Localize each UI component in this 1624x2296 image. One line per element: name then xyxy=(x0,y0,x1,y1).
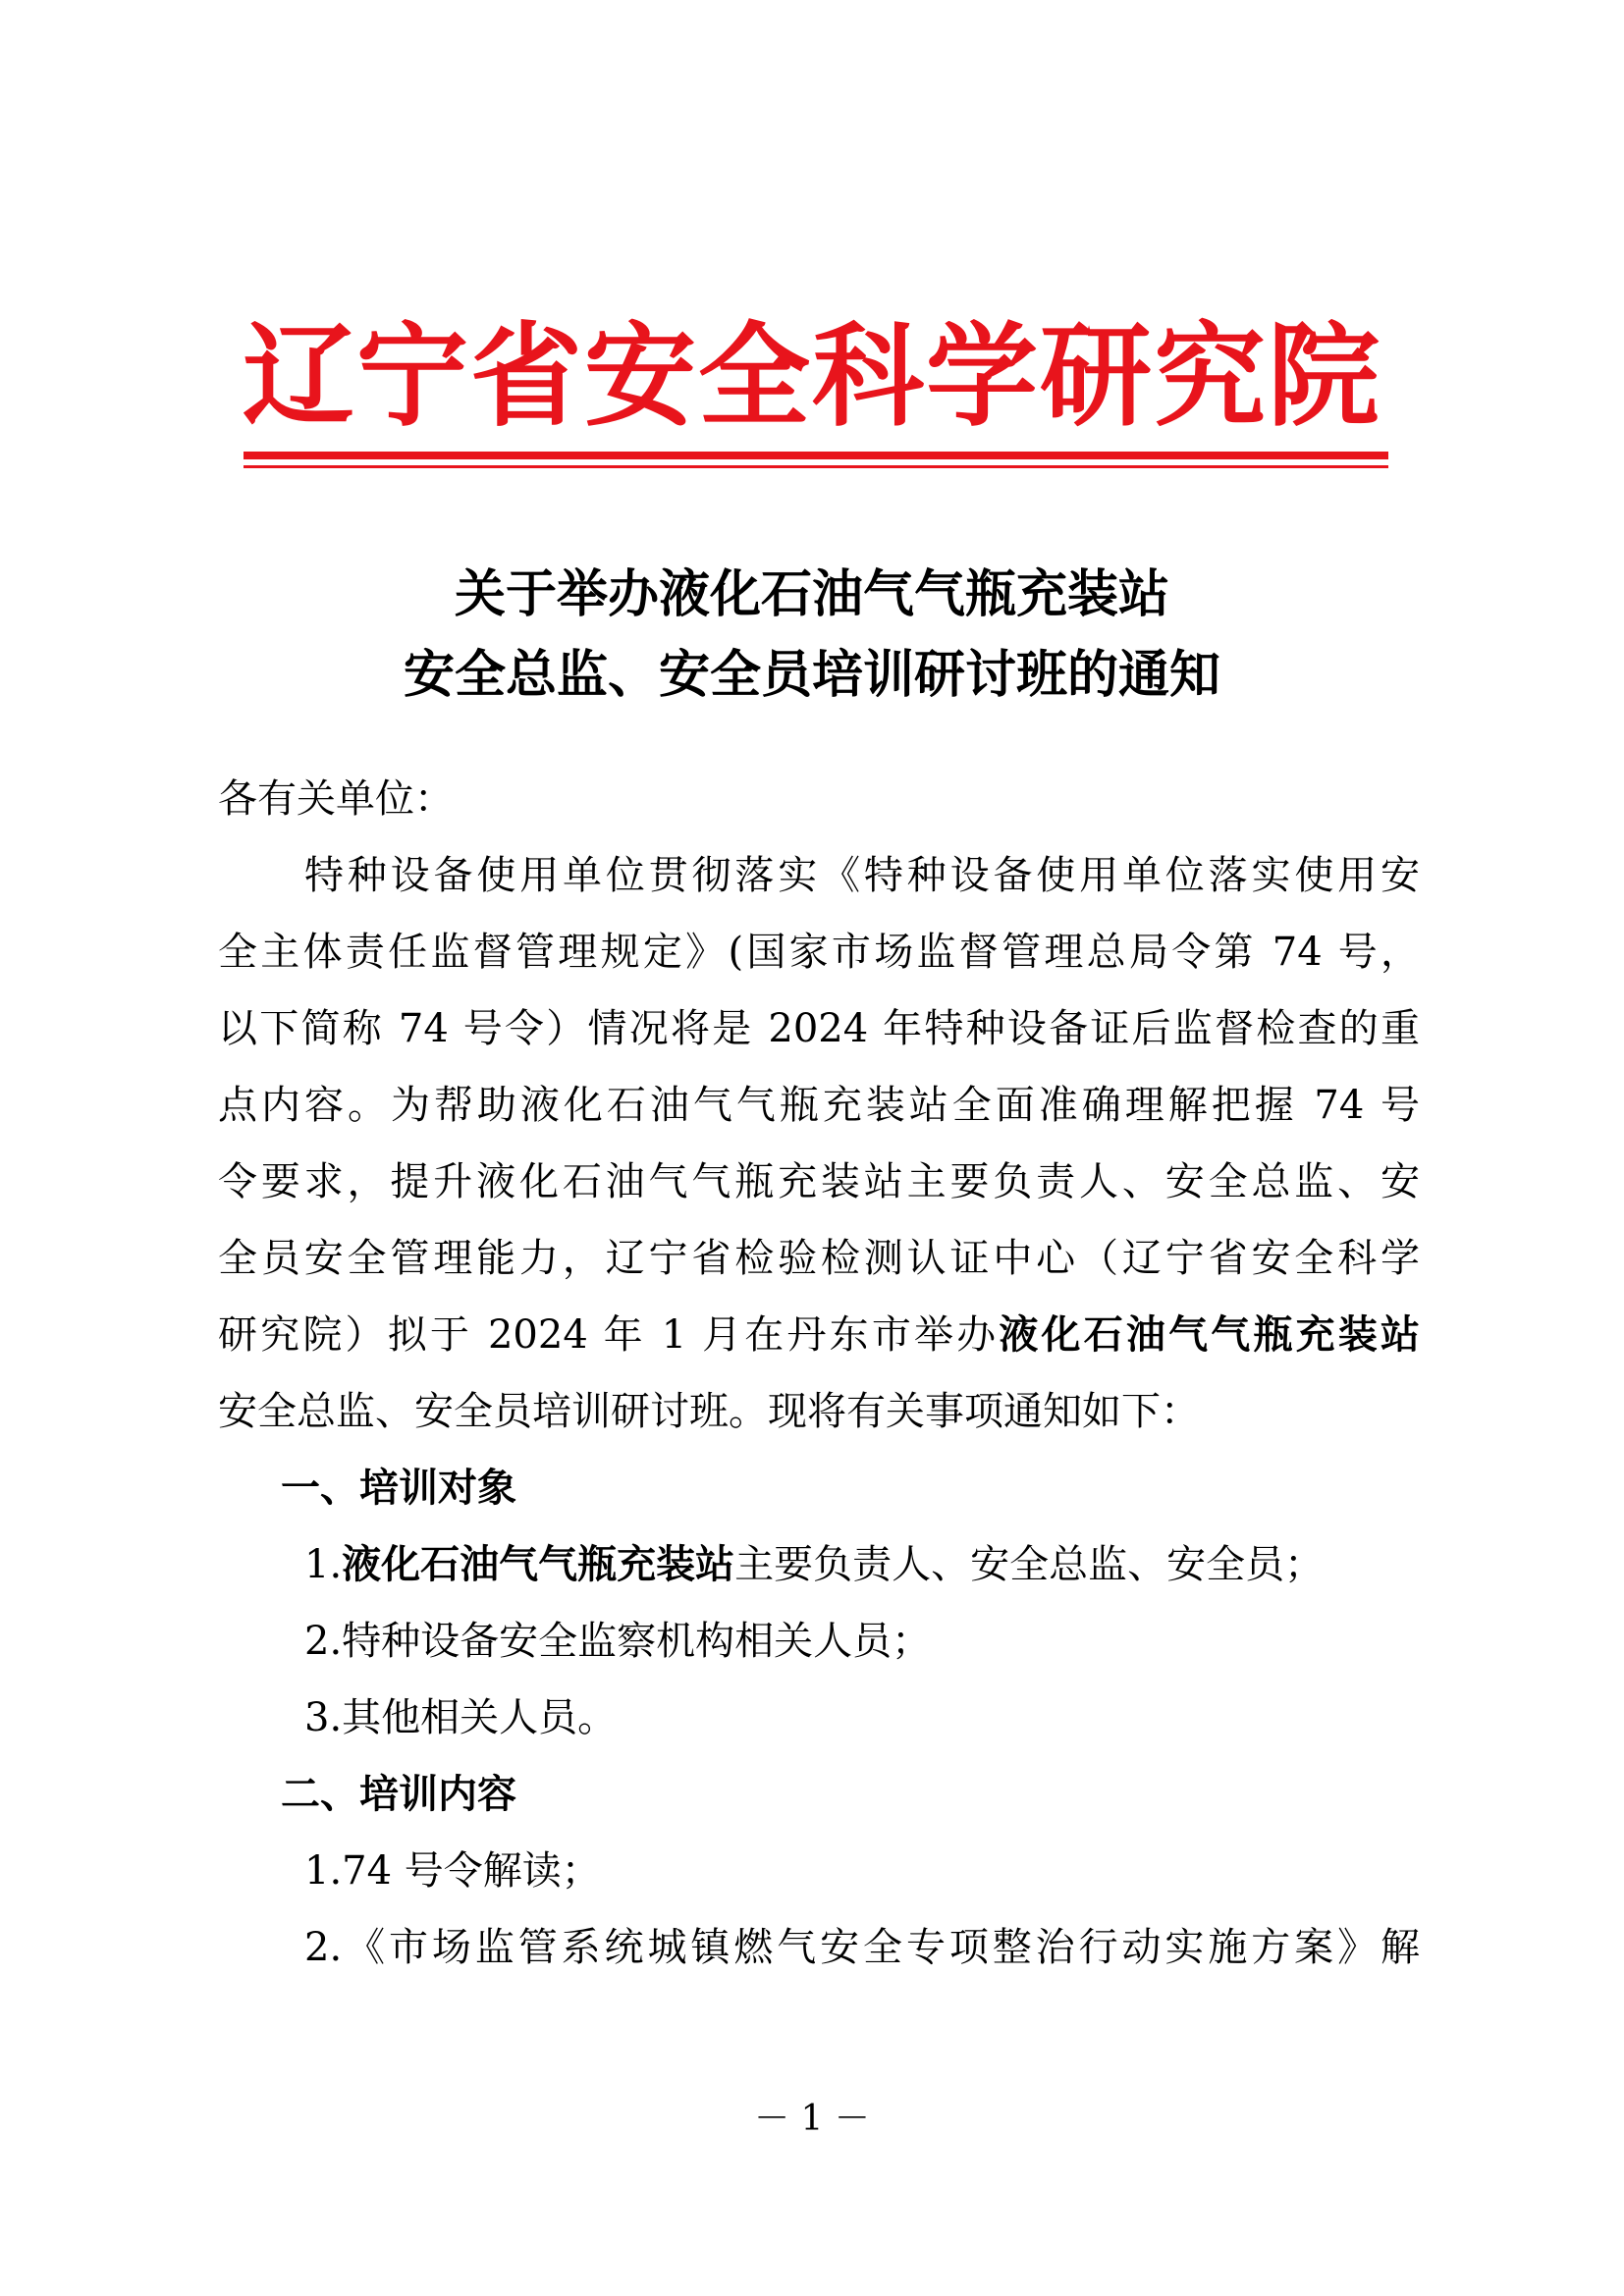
intro-line-4: 点内容。为帮助液化石油气气瓶充装站全面准确理解把握 74 号 xyxy=(218,1083,1420,1128)
intro-line-5: 令要求，提升液化石油气气瓶充装站主要负责人、安全总监、安 xyxy=(218,1159,1420,1204)
document-title-line-1: 关于举办液化石油气气瓶充装站 xyxy=(454,564,1169,624)
header-red-rule-thick xyxy=(244,452,1388,459)
intro-line-7-bold: 液化石油气气瓶充装站 xyxy=(999,1312,1421,1358)
intro-line-8: 安全总监、安全员培训研讨班。现将有关事项通知如下： xyxy=(218,1389,1200,1434)
section-2-item-1: 1.74 号令解读； xyxy=(304,1848,601,1894)
section-1-item-1-bold: 液化石油气气瓶充装站 xyxy=(342,1542,735,1587)
intro-line-1: 特种设备使用单位贯彻落实《特种设备使用单位落实使用安 xyxy=(304,853,1420,898)
section-2-heading: 二、培训内容 xyxy=(281,1772,516,1817)
header-red-rule-thin xyxy=(244,465,1388,468)
section-1-item-1-number: 1. xyxy=(304,1542,343,1587)
intro-line-3: 以下简称 74 号令）情况将是 2024 年特种设备证后监督检查的重 xyxy=(218,1006,1420,1051)
section-1-heading: 一、培训对象 xyxy=(281,1466,516,1511)
document-title-line-2: 安全总监、安全员培训研讨班的通知 xyxy=(403,645,1220,705)
organization-header: 辽宁省安全科学研究院 xyxy=(242,310,1381,442)
salutation: 各有关单位： xyxy=(218,776,454,822)
section-1-item-3: 3.其他相关人员。 xyxy=(304,1695,618,1740)
intro-line-2: 全主体责任监督管理规定》(国家市场监督管理总局令第 74 号， xyxy=(218,930,1420,975)
intro-line-6: 全员安全管理能力，辽宁省检验检测认证中心（辽宁省安全科学 xyxy=(218,1236,1420,1281)
page-number: － 1 － xyxy=(754,2099,870,2139)
intro-line-7 xyxy=(218,1309,1420,1361)
section-1-item-1 xyxy=(304,1539,1324,1590)
section-1-item-2: 2.特种设备安全监察机构相关人员； xyxy=(304,1619,932,1664)
section-2-item-2: 2.《市场监管系统城镇燃气安全专项整治行动实施方案》解 xyxy=(304,1925,1420,1970)
intro-line-7-prefix: 研究院）拟于 2024 年 1 月在丹东市举办 xyxy=(218,1312,1000,1358)
section-1-item-1-rest: 主要负责人、安全总监、安全员； xyxy=(734,1542,1325,1587)
